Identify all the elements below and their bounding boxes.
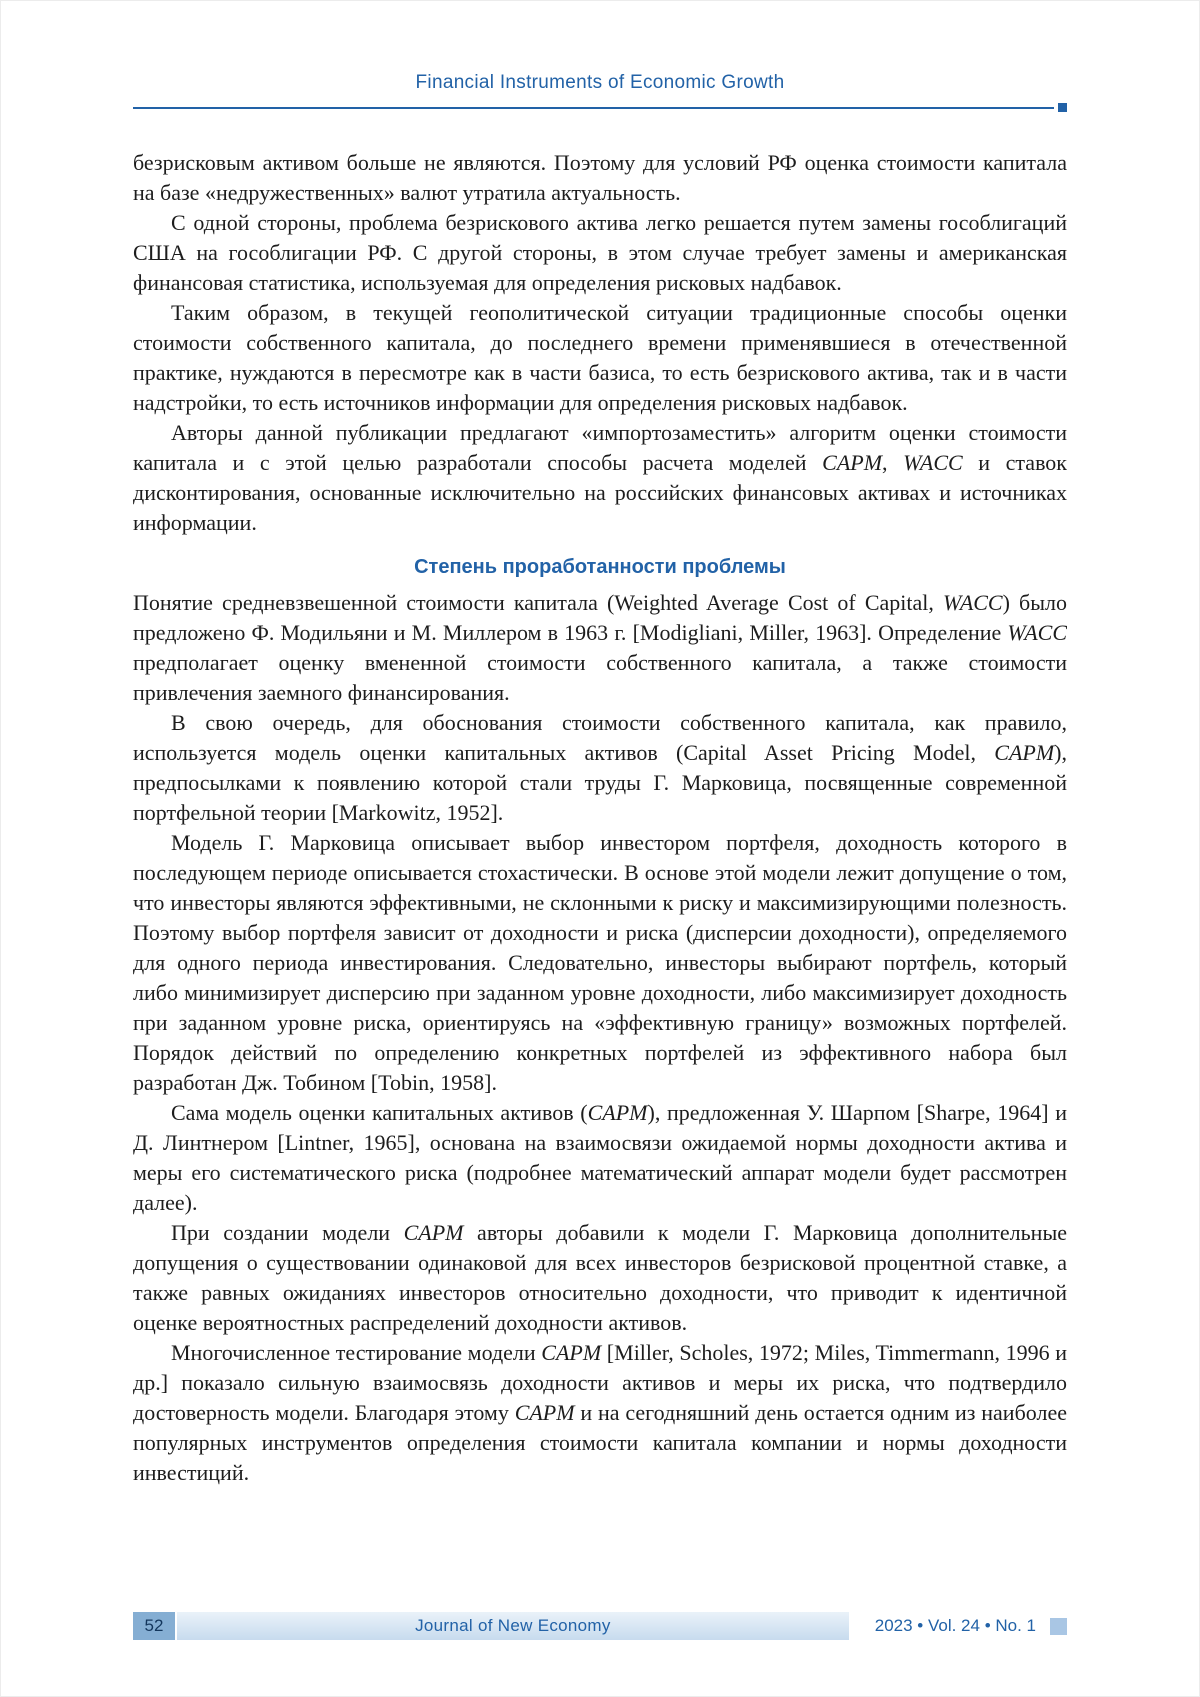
paragraph: Сама модель оценки капитальных активов (CAPM), предложенная У. Шарпом [Sharpe, 1964] и Д. Линтнером [Lintner, 1965], основана на взаимосвязи ожидаемой нормы доходности актива и меры его систематического риска (подробнее математический аппарат модели будет рассмотрен далее). bbox=[133, 1100, 1067, 1215]
paragraph: Понятие средневзвешенной стоимости капитала (Weighted Average Cost of Capital, WACC) было предложено Ф. Модильяни и М. Миллером в 1963 г. [Modigliani, Miller, 1963]. Определение WACC предполагает оценку вмененной стоимости собственного капитала, а также стоимости привлечения заемного финансирования. bbox=[133, 590, 1067, 705]
paragraph: При создании модели CAPM авторы добавили к модели Г. Марковица дополнительные допущения о существовании одинаковой для всех инвесторов безрисковой процентной ставке, а также равных ожиданиях инвесторов относительно доходности, что приводит к идентичной оценке вероятностных распределений доходности активов. bbox=[133, 1220, 1067, 1335]
journal-name: Journal of New Economy bbox=[415, 1616, 611, 1635]
page-number: 52 bbox=[133, 1612, 175, 1640]
page-header bbox=[133, 72, 1067, 112]
issue-info: 2023 • Vol. 24 • No. 1 bbox=[849, 1612, 1050, 1640]
header-rule-line bbox=[133, 107, 1054, 109]
header-rule bbox=[133, 103, 1067, 112]
section-heading: Степень проработанности проблемы bbox=[414, 556, 786, 578]
article-body bbox=[133, 148, 1067, 1602]
paragraph: С одной стороны, проблема безрискового актива легко решается путем замены гособлигаций США на гособлигации РФ. С другой стороны, в этом случае требует замены и американская финансовая статистика, используемая для определения рисковых надбавок. bbox=[133, 210, 1067, 295]
footer-band bbox=[177, 1612, 849, 1640]
paragraph: Таким образом, в текущей геополитической ситуации традиционные способы оценки стоимости собственного капитала, до последнего времени применявшиеся в отечественной практике, нуждаются в пересмотре как в части базиса, то есть безрискового актива, так и в части надстройки, то есть источников информации для определения рисковых надбавок. bbox=[133, 300, 1067, 415]
paragraph: Модель Г. Марковица описывает выбор инвестором портфеля, доходность которого в последующем периоде описывается стохастически. В основе этой модели лежит допущение о том, что инвесторы являются эффективными, не склонными к риску и максимизирующими полезность. Поэтому выбор портфеля зависит от доходности и риска (дисперсии доходности), определяемого для одного периода инвестирования. Следовательно, инвесторы выбирают портфель, который либо минимизирует дисперсию при заданном уровне доходности, либо максимизирует доходность при заданном уровне риска, ориентируясь на «эффективную границу» возможных портфелей. Порядок действий по определению конкретных портфелей из эффективного набора был разработан Дж. Тобином [Tobin, 1958]. bbox=[133, 830, 1067, 1095]
header-rule-square-icon bbox=[1058, 103, 1067, 112]
paragraph: Многочисленное тестирование модели CAPM [Miller, Scholes, 1972; Miles, Timmermann, 1996 и др.] показало сильную взаимосвязь доходности активов и меры их риска, что подтвердило достоверность модели. Благодаря этому CAPM и на сегодняшний день остается одним из наиболее популярных инструментов определения стоимости капитала компании и нормы доходности инвестиций. bbox=[133, 1340, 1067, 1485]
paragraph: безрисковым активом больше не являются. Поэтому для условий РФ оценка стоимости капитала на базе «недружественных» валют утратила актуальность. bbox=[133, 150, 1067, 205]
paragraph: В свою очередь, для обоснования стоимости собственного капитала, как правило, используется модель оценки капитальных активов (Capital Asset Pricing Model, CAPM), предпосылками к появлению которой стали труды Г. Марковица, посвященные современной портфельной теории [Markowitz, 1952]. bbox=[133, 710, 1067, 825]
page-footer bbox=[133, 1612, 1067, 1640]
paragraph: Авторы данной публикации предлагают «импортозаместить» алгоритм оценки стоимости капитала и с этой целью разработали способы расчета моделей CAPM, WACC и ставок дисконтирования, основанные исключительно на российских финансовых активах и источниках информации. bbox=[133, 420, 1067, 535]
running-title: Financial Instruments of Economic Growth bbox=[415, 72, 785, 93]
footer-square-icon bbox=[1050, 1618, 1067, 1635]
